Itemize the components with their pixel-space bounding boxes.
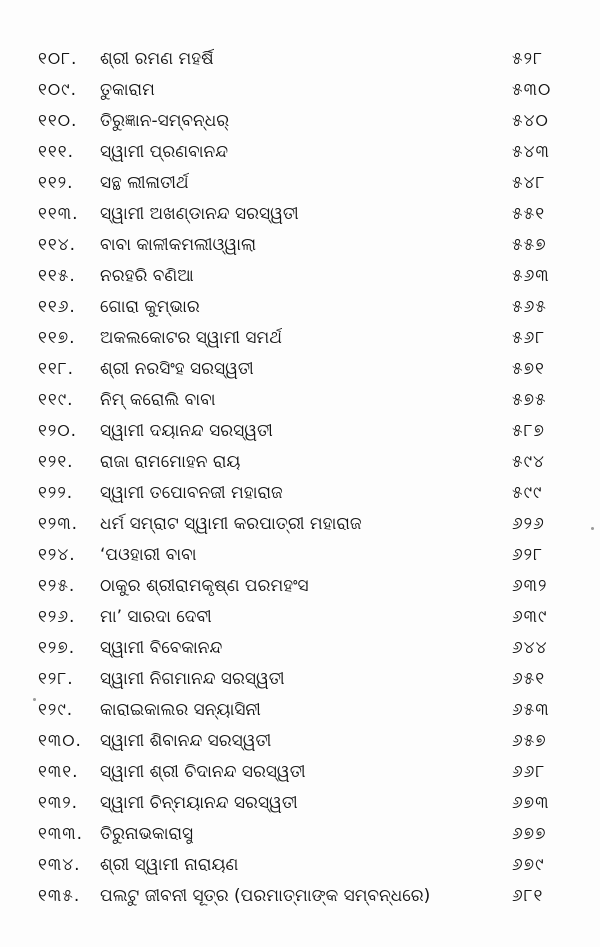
entry-page-number: ୬୮୧ (512, 886, 544, 906)
entry-title: ସ୍ୱାମୀ ପ୍ରଣବାନନ୍ଦ (100, 142, 229, 162)
entry-page-number: ୫୮୭ (512, 421, 545, 441)
entry-page-number: ୬୭୭ (512, 824, 547, 844)
entry-title: ଶ୍ରୀ ସ୍ୱାମୀ ନାରାୟଣ (100, 855, 239, 875)
entry-page-number: ୫୯୯ (512, 483, 543, 503)
toc-entry (0, 602, 600, 633)
entry-title: କାରାଇକାଲର ସନ୍ୟାସିନୀ (100, 700, 261, 720)
toc-entry (0, 850, 600, 881)
entry-title: ତିରୁନାଭକାରାସୁ (100, 824, 194, 844)
entry-number: ୧୧୫. (38, 266, 76, 286)
toc-entry (0, 199, 600, 230)
toc-entry (0, 695, 600, 726)
entry-number: ୧୧୬. (38, 297, 76, 317)
entry-number: ୧୩୦. (38, 731, 82, 751)
entry-number: ୧୩୨. (38, 793, 79, 813)
entry-title: ନିମ୍ କରୋଲି ବାବା (100, 390, 216, 410)
entry-page-number: ୬୨୮ (512, 545, 544, 565)
entry-number: ୧୧୪. (38, 235, 77, 255)
entry-title: ସନ୍ଥ ଲୀଳାତୀର୍ଥ (100, 173, 189, 193)
entry-title: ଶ୍ରୀ ନରସିଂହ ସରସ୍ୱତୀ (100, 359, 254, 379)
entry-page-number: ୬୩୨ (512, 576, 548, 596)
entry-page-number: ୫୨୮ (512, 49, 543, 69)
entry-title: ସ୍ୱାମୀ ଶ୍ରୀ ଚିଦାନନ୍ଦ ସରସ୍ୱତୀ (100, 762, 306, 782)
entry-title: ପଲଟୁ ଜୀବନୀ ସୂତ୍ର (ପରମାତ୍ମାଙ୍କ ସମ୍ବନ୍ଧରେ) (100, 886, 431, 906)
entry-page-number: ୫୭୧ (512, 359, 545, 379)
print-speck (591, 527, 594, 530)
entry-number: ୧୨୫. (38, 576, 76, 596)
entry-number: ୧୩୧. (38, 762, 79, 782)
entry-page-number: ୫୪୮ (512, 173, 546, 193)
entry-title: ରାଜା ରାମମୋହନ ରାୟ (100, 452, 241, 472)
toc-entry (0, 819, 600, 850)
toc-entry (0, 447, 600, 478)
toc-entry (0, 385, 600, 416)
toc-entry (0, 323, 600, 354)
entry-title: ଶ୍ରୀ ରମଣ ମହର୍ଷି (100, 49, 214, 69)
entry-page-number: ୬୨୬ (512, 514, 545, 534)
toc-entry (0, 571, 600, 602)
entry-number: ୧୨୦. (38, 421, 78, 441)
toc-entry (0, 230, 600, 261)
entry-page-number: ୫୪୦ (512, 111, 549, 131)
entry-page-number: ୬୭୯ (512, 855, 545, 875)
entry-title: ସ୍ୱାମୀ ନିଗମାନନ୍ଦ ସରସ୍ୱତୀ (100, 669, 285, 689)
entry-page-number: ୫୩୦ (512, 80, 552, 100)
entry-page-number: ୬୫୭ (512, 731, 547, 751)
entry-page-number: ୬୩୯ (512, 607, 548, 627)
entry-number: ୧୧୩. (38, 204, 79, 224)
entry-number: ୧୦୮. (38, 49, 78, 69)
table-of-contents (0, 44, 600, 912)
entry-number: ୧୧୦. (38, 111, 78, 131)
toc-entry (0, 168, 600, 199)
toc-entry (0, 75, 600, 106)
toc-entry (0, 881, 600, 912)
entry-title: ସ୍ୱାମୀ ବିବେକାନନ୍ଦ (100, 638, 223, 658)
entry-page-number: ୬୬୮ (512, 762, 546, 782)
entry-number: ୧୨୬. (38, 607, 76, 627)
toc-entry (0, 106, 600, 137)
toc-entry (0, 478, 600, 509)
entry-title: ଧର୍ମ ସମ୍ରାଟ ସ୍ୱାମୀ କରପାତ୍ରୀ ମହାରାଜ (100, 514, 362, 534)
entry-page-number: ୫୭୫ (512, 390, 547, 410)
entry-page-number: ୫୬୩ (512, 266, 550, 286)
entry-title: ଠାକୁର ଶ୍ରୀରାମକୃଷ୍ଣ ପରମହଂସ (100, 576, 309, 596)
entry-number: ୧୧୭. (38, 328, 76, 348)
entry-number: ୧୩୫. (38, 886, 81, 906)
entry-title: ମା’ ସାରଦା ଦେବୀ (100, 607, 212, 627)
entry-title: ନରହରି ବଣିଆ (100, 266, 194, 286)
entry-number: ୧୨୨. (38, 483, 74, 503)
entry-number: ୧୨୪. (38, 545, 76, 565)
entry-title: ସ୍ୱାମୀ ତପୋବନଜୀ ମହାରାଜ (100, 483, 283, 503)
entry-page-number: ୫୫୧ (512, 204, 546, 224)
entry-number: ୧୨୮. (38, 669, 74, 689)
entry-number: ୧୦୯. (38, 80, 78, 100)
toc-entry (0, 44, 600, 75)
entry-title: ବାବା କାଳୀକମଲୀଓ୍ୱାଲା (100, 235, 257, 255)
entry-number: ୧୧୮. (38, 359, 74, 379)
toc-entry (0, 416, 600, 447)
entry-title: ସ୍ୱାମୀ ଦୟାନନ୍ଦ ସରସ୍ୱତୀ (100, 421, 273, 441)
entry-number: ୧୨୧. (38, 452, 74, 472)
entry-page-number: ୫୬୫ (512, 297, 547, 317)
entry-number: ୧୨୯. (38, 700, 74, 720)
entry-page-number: ୫୫୭ (512, 235, 547, 255)
entry-page-number: ୫୪୩ (512, 142, 550, 162)
entry-page-number: ୬୭୩ (512, 793, 550, 813)
entry-title: ଅକଲକୋଟର ସ୍ୱାମୀ ସମର୍ଥ (100, 328, 282, 348)
toc-entry (0, 261, 600, 292)
entry-title: ସ୍ୱାମୀ ଅଖଣ୍ଡାନନ୍ଦ ସରସ୍ୱତୀ (100, 204, 299, 224)
entry-number: ୧୨୩. (38, 514, 79, 534)
entry-page-number: ୫୯୪ (512, 452, 545, 472)
toc-entry (0, 354, 600, 385)
entry-title: ଗୋରା କୁମ୍ଭାର (100, 297, 200, 317)
toc-entry (0, 664, 600, 695)
entry-number: ୧୨୭. (38, 638, 76, 658)
print-speck (33, 698, 36, 701)
entry-number: ୧୩୪. (38, 855, 81, 875)
toc-entry (0, 633, 600, 664)
toc-entry (0, 292, 600, 323)
entry-number: ୧୧୨. (38, 173, 74, 193)
entry-page-number: ୬୪୪ (512, 638, 548, 658)
entry-title: ତିରୁଜ୍ଞାନ-ସମ୍ବନ୍ଧର୍ (100, 111, 230, 131)
toc-entry (0, 788, 600, 819)
toc-entry (0, 757, 600, 788)
toc-entry (0, 726, 600, 757)
toc-entry (0, 509, 600, 540)
toc-entry (0, 540, 600, 571)
entry-title: ତୁକାରାମ (100, 80, 155, 100)
entry-number: ୧୧୧. (38, 142, 74, 162)
entry-title: ‘ପଓହାରୀ ବାବା (100, 545, 197, 565)
entry-page-number: ୫୬୮ (512, 328, 546, 348)
entry-title: ସ୍ୱାମୀ ଚିନ୍ମୟାନନ୍ଦ ସରସ୍ୱତୀ (100, 793, 298, 813)
entry-number: ୧୧୯. (38, 390, 74, 410)
entry-page-number: ୬୫୩ (512, 700, 550, 720)
entry-number: ୧୩୩. (38, 824, 83, 844)
entry-title: ସ୍ୱାମୀ ଶିବାନନ୍ଦ ସରସ୍ୱତୀ (100, 731, 272, 751)
toc-entry (0, 137, 600, 168)
entry-page-number: ୬୫୧ (512, 669, 546, 689)
